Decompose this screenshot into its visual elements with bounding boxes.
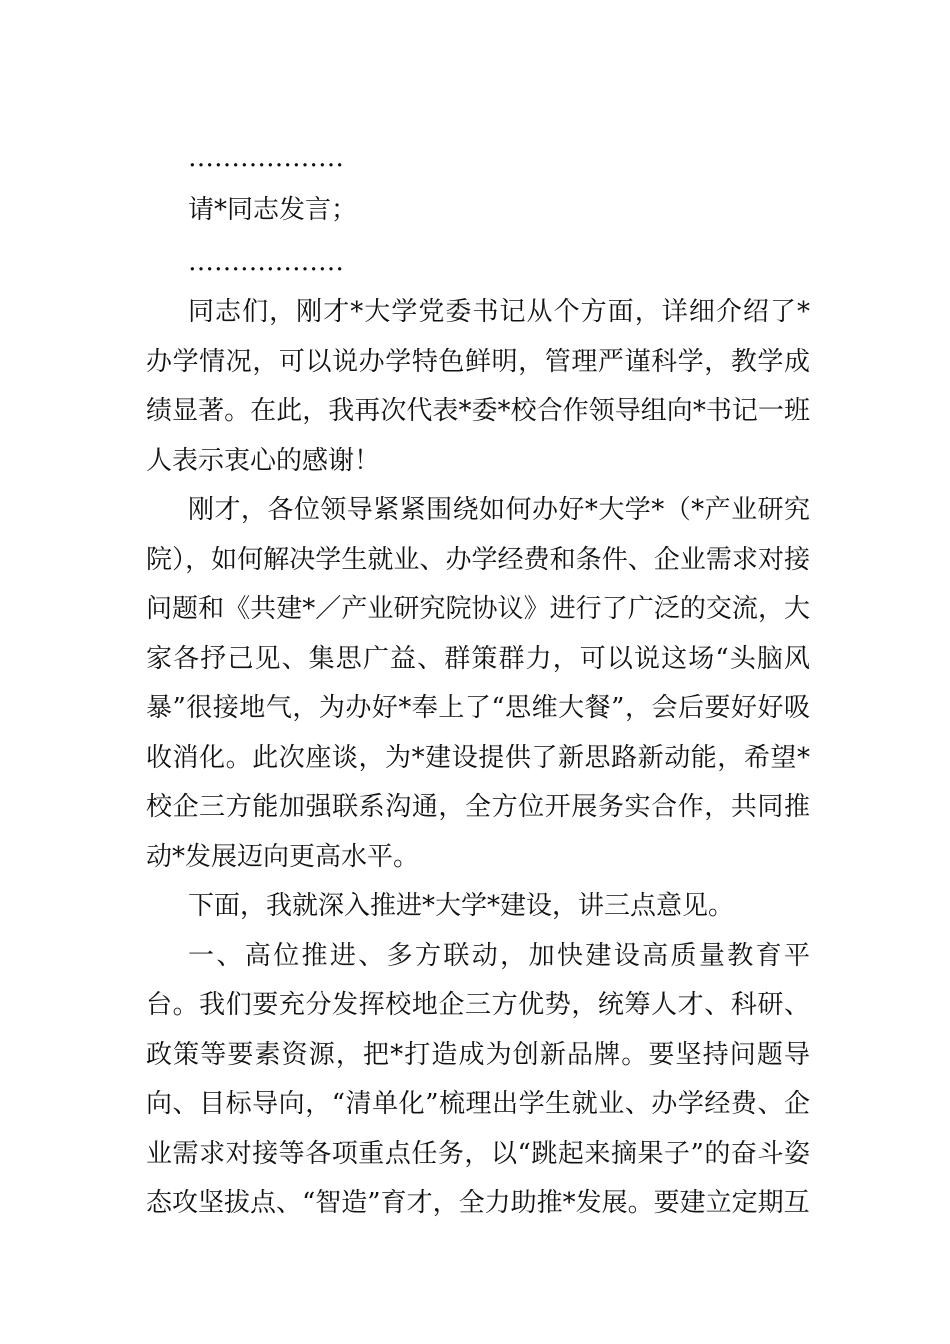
speaker-request-line: 请*同志发言； (188, 195, 358, 225)
paragraph-thanks: 同志们，刚才*大学党委书记从个方面，详细介绍了*办学情况，可以说办学特色鲜明，管理严谨科学，教学成绩显著。在此，我再次代表*委*校合作领导组向*书记一班人表示衷心的感谢！ (146, 297, 810, 476)
paragraph-discussion: 刚才，各位领导紧紧围绕如何办好*大学*（*产业研究院），如何解决学生就业、办学经费和条件、企业需求对接问题和《共建*／产业研究院协议》进行了广泛的交流，大家各抒己见、集思广益、群策群力，可以说这场“头脑风暴”很接地气，为办好*奉上了“思维大餐”，会后要好好吸收消化。此次座谈，为*建设提供了新思路新动能，希望*校企三方能加强联系沟通，全方位开展务实合作，共同推动*发展迈向更高水平。 (146, 495, 810, 872)
document-body (146, 132, 810, 1229)
paragraph-intro: 下面，我就深入推进*大学*建设，讲三点意见。 (188, 891, 735, 921)
ellipsis-line-1: ……………… (188, 143, 344, 173)
paragraph-point-one: 一、高位推进、多方联动，加快建设高质量教育平台。我们要充分发挥校地企三方优势，统筹人才、科研、政策等要素资源，把*打造成为创新品牌。要坚持问题导向、目标导向，“清单化”梳理出学生就业、办学经费、企业需求对接等各项重点任务，以“跳起来摘果子”的奋斗姿态攻坚拔点、“智造”育才，全力助推*发展。要建立定期互 (146, 940, 810, 1218)
ellipsis-line-2: ……………… (188, 247, 344, 277)
